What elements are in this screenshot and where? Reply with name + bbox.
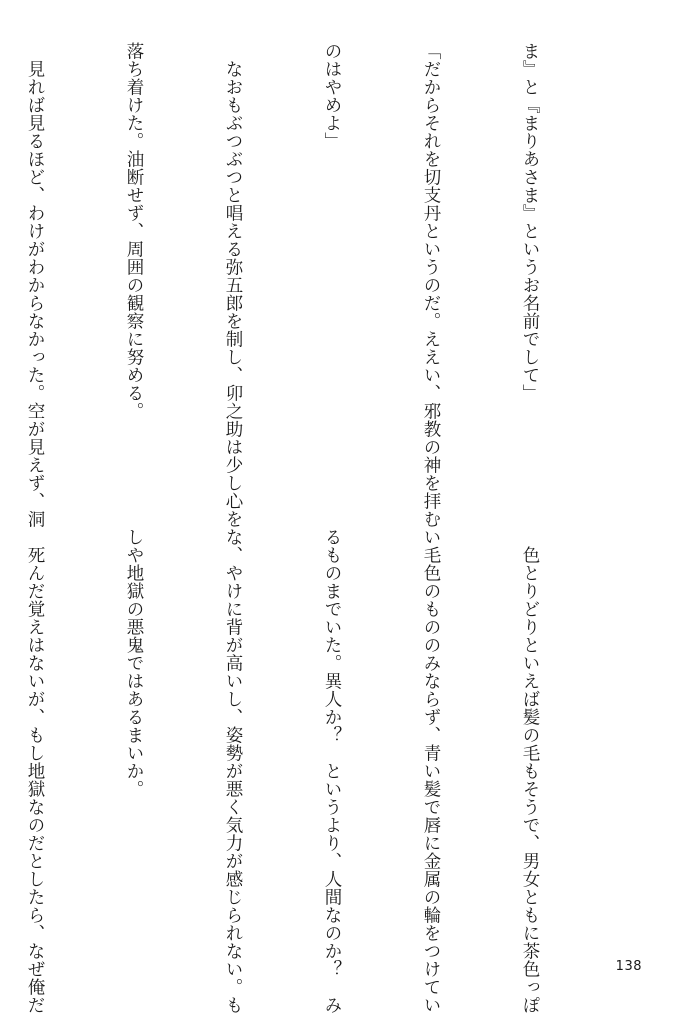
text-line: い毛色のもののみならず、青い髪で唇に金属の輪をつけてい	[421, 528, 441, 1014]
text-line: なおもぶつぶつと唱える弥五郎を制し、卯之助は少し心を	[223, 42, 243, 528]
text-line: ま』と『まりあさま』というお名前でして」	[520, 42, 540, 402]
text-line: 落ち着けた。油断せず、周囲の観察に努める。	[124, 42, 144, 420]
text-line: るものまでいた。異人か？ というより、人間なのか？ み	[322, 528, 342, 1014]
text-line: 「だからそれを切支丹というのだ。ええい、邪教の神を拝む	[421, 42, 441, 528]
text-line: 死んだ覚えはないが、もし地獄なのだとしたら、なぜ俺だ	[25, 528, 45, 1014]
page-number: 138	[615, 959, 642, 974]
text-line: しや地獄の悪鬼ではあるまいか。	[124, 528, 144, 798]
text-line: のはやめよ」	[322, 42, 342, 150]
text-line: 見れば見るほど、わけがわからなかった。空が見えず、洞	[25, 42, 45, 528]
text-block-bottom	[25, 528, 612, 1014]
text-block-top	[25, 42, 612, 528]
text-line: 色とりどりといえば髪の毛もそうで、男女ともに茶色っぽ	[520, 528, 540, 1014]
text-line: な、やけに背が高いし、姿勢が悪く気力が感じられない。も	[223, 528, 243, 1014]
